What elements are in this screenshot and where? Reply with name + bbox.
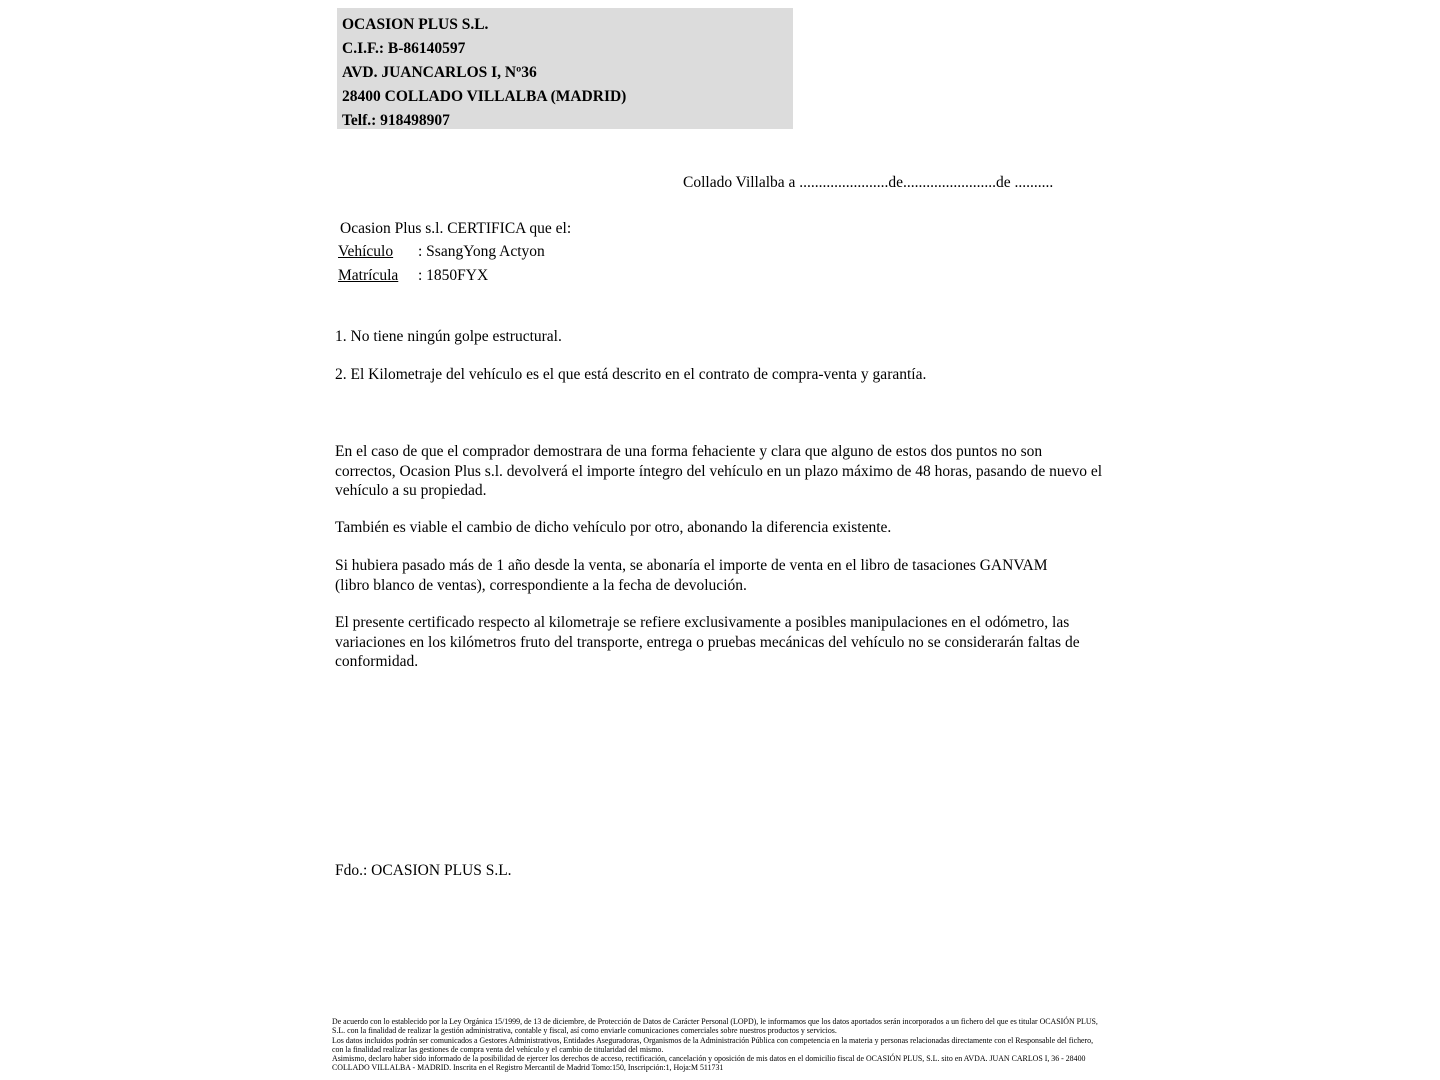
vehicle-label-cell xyxy=(338,243,418,261)
vehicle-value: : SsangYong Actyon xyxy=(418,243,545,260)
plate-value: : 1850FYX xyxy=(418,267,489,284)
paragraph-ganvam: Si hubiera pasado más de 1 año desde la venta, se abonaría el importe de venta en el libro de tasaciones GANVAM (libro blanco de ventas), correspondiente a la fecha de devolución. xyxy=(335,557,1048,594)
signature-line: Fdo.: OCASION PLUS S.L. xyxy=(335,862,512,879)
footer-paragraph-data-sharing: Los datos incluidos podrán ser comunicados a Gestores Administrativos, Entidades Aseguradoras, Organismos de la Administración Pública con competencia en la materia y personas relacionadas directamente con el Responsable del fichero, con la finalidad realizar las gestiones de compra venta del vehículo y el cambio de titularidad del mismo. xyxy=(332,1035,1094,1054)
company-name: OCASION PLUS S.L. xyxy=(342,16,489,33)
company-city: 28400 COLLADO VILLALBA (MADRID) xyxy=(342,88,627,105)
footer-paragraph-lopd: De acuerdo con lo establecido por la Ley Orgánica 15/1999, de 13 de diciembre, de Protección de Datos de Carácter Personal (LOPD), le informamos que los datos aportados serán incorporados a un fichero del que es titular OCASIÓN PLUS, S.L. con la finalidad de realizar la gestión administrativa, contable y fiscal, así como enviarle comunicaciones comerciales sobre nuestros productos y servicios. xyxy=(332,1017,1098,1036)
paragraph-exchange: También es viable el cambio de dicho vehículo por otro, abonando la diferencia existente. xyxy=(335,519,892,536)
legal-footer xyxy=(332,1017,1104,1073)
vehicle-label: Vehículo xyxy=(338,243,394,260)
vehicle-row xyxy=(338,243,545,261)
date-line: Collado Villalba a .......................de........................de .......... xyxy=(683,174,1054,191)
certifica-intro: Ocasion Plus s.l. CERTIFICA que el: xyxy=(340,220,572,237)
plate-label-cell xyxy=(338,267,418,285)
point-mileage: 2. El Kilometraje del vehículo es el que está descrito en el contrato de compra-venta y garantía. xyxy=(335,366,927,383)
plate-row xyxy=(338,267,488,285)
footer-paragraph-rights: Asimismo, declaro haber sido informado de la posibilidad de ejercer los derechos de acceso, rectificación, cancelación y oposición de mis datos en el domicilio fiscal de OCASIÓN PLUS, S.L. sito en AVDA. JUAN CARLOS I, 36 - 28400 COLLADO VILLALBA - MADRID. Inscrita en el Registro Mercantil de Madrid Tomo:150, Inscripción:1, Hoja:M 511731 xyxy=(332,1054,1086,1073)
plate-label: Matrícula xyxy=(338,267,399,284)
point-structural: 1. No tiene ningún golpe estructural. xyxy=(335,328,562,345)
company-cif: C.I.F.: B-86140597 xyxy=(342,40,466,57)
paragraph-refund: En el caso de que el comprador demostrara de una forma fehaciente y clara que alguno de estos dos puntos no son correctos, Ocasion Plus s.l. devolverá el importe íntegro del vehículo en un plazo máximo de 48 horas, pasando de nuevo el vehículo a su propiedad. xyxy=(335,443,1103,499)
company-header-box xyxy=(337,8,793,129)
paragraph-odometer: El presente certificado respecto al kilometraje se refiere exclusivamente a posibles manipulaciones en el odómetro, las variaciones en los kilómetros fruto del transporte, entrega o pruebas mecánicas del vehículo no se considerarán faltas de conformidad. xyxy=(335,614,1080,670)
company-address: AVD. JUANCARLOS I, Nº36 xyxy=(342,64,537,81)
company-phone: Telf.: 918498907 xyxy=(342,112,450,129)
